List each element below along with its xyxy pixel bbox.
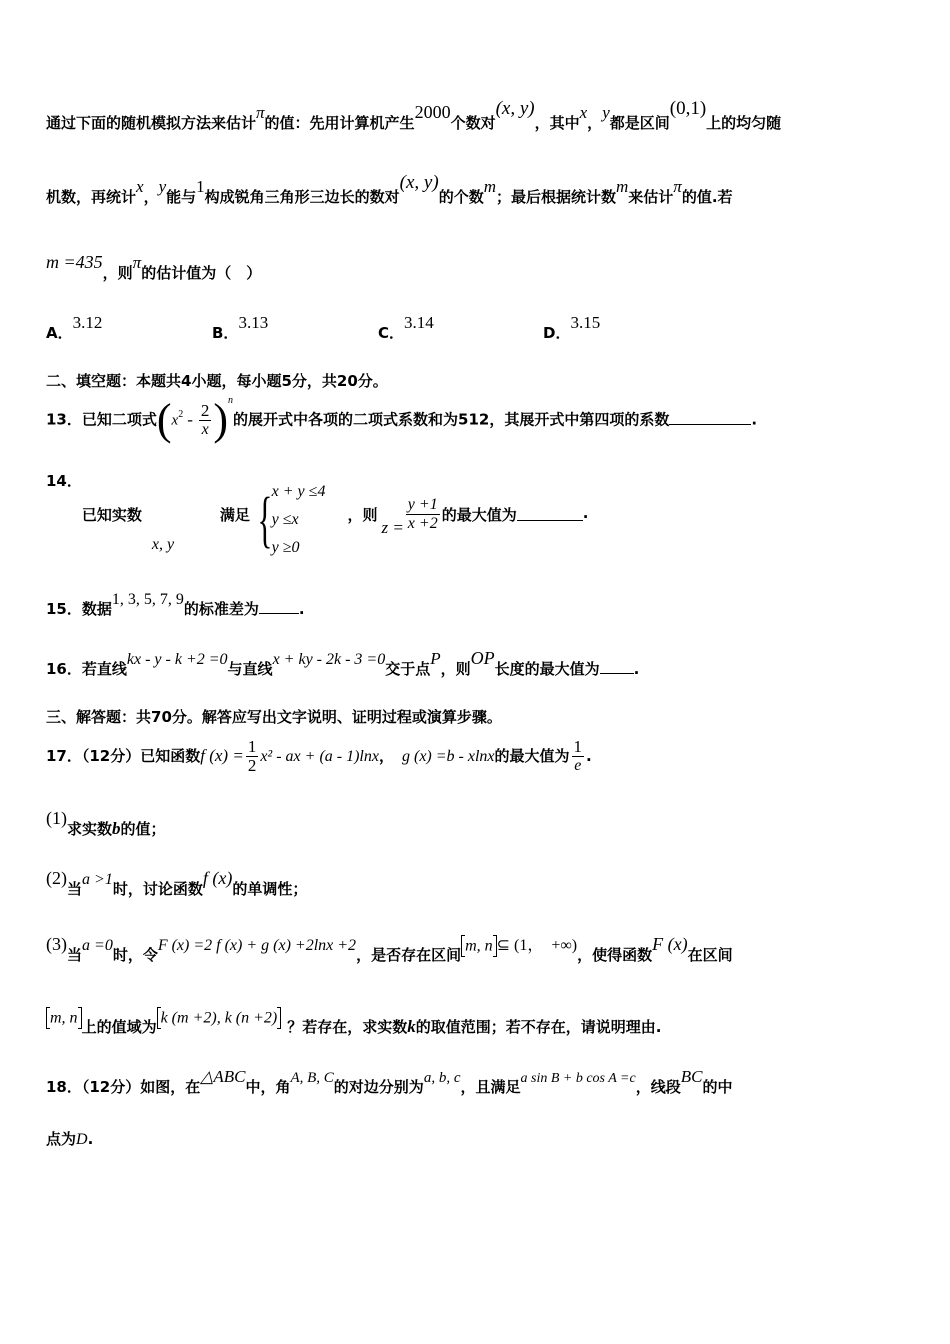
q12-text: 通过下面的随机模拟方法来估计 [46, 114, 257, 132]
q17-fx: f (x) [202, 868, 233, 888]
constraint-2: y ≤x [271, 511, 299, 528]
var-y: y [602, 103, 610, 122]
constraint-3: y ≥0 [271, 539, 300, 556]
answer-blank[interactable] [669, 410, 751, 425]
q17-text: 在区间 [687, 946, 733, 964]
q16-text: 若直线 [81, 660, 127, 678]
q15-text: 数据 [81, 600, 112, 618]
q12-line-2 [46, 172, 733, 208]
q17-text: 的单调性； [232, 880, 308, 898]
angles-abc: A, B, C [290, 1070, 334, 1086]
q17-text: ，使得函数 [577, 946, 653, 964]
q18 [46, 1067, 733, 1097]
pi-symbol: π [132, 253, 142, 272]
q12-text: ， [587, 114, 603, 132]
q17-interval-mn [461, 935, 497, 957]
q12-text: 的个数 [438, 188, 484, 206]
part-label: (3) [46, 934, 67, 954]
var-x: x [136, 177, 144, 196]
q13 [46, 394, 758, 444]
q12-text: 上的均匀随 [706, 114, 782, 132]
right-bracket [78, 1007, 82, 1029]
q17-text: 上的值域为 [81, 1018, 157, 1036]
q13-exponent: 2 [178, 408, 184, 420]
q12-pair: (x, y) [495, 98, 535, 119]
question-number: 18． [46, 1078, 82, 1096]
q12-text: 的值.若 [681, 188, 733, 206]
q17-text: 时，讨论函数 [112, 880, 203, 898]
q12-m-value: m =435 [46, 252, 103, 272]
q17-interval-mn [46, 1007, 82, 1029]
q16-text: 长度的最大值为 [494, 660, 600, 678]
q14 [46, 472, 589, 562]
q17-text: 当 [67, 880, 83, 898]
q17-one-over-e [572, 738, 585, 775]
answer-blank[interactable] [259, 599, 299, 614]
q18-text: . [87, 1130, 94, 1148]
pi-symbol: π [673, 177, 682, 196]
q13-x: x [171, 412, 179, 429]
q12-text: 能与 [166, 188, 197, 206]
segment-bc: BC [680, 1067, 703, 1086]
q12-interval: (0,1) [669, 98, 707, 119]
q13-text: 已知二项式 [81, 410, 157, 429]
fraction-numerator: 1 [573, 737, 583, 756]
left-brace: { [257, 486, 273, 554]
q17-condition: a =0 [82, 937, 113, 954]
part-label: (1) [46, 808, 67, 828]
pi-symbol: π [256, 103, 265, 122]
q17-text: ， [378, 747, 394, 765]
option-label: B． [212, 324, 239, 342]
option-a[interactable] [46, 313, 103, 343]
question-number: 17． [46, 747, 82, 765]
var-y: y [158, 177, 167, 196]
question-number: 14． [46, 472, 82, 490]
interval-mn: m, n [465, 937, 493, 954]
q14-text: 的最大值为 [441, 506, 517, 524]
point-p: P [430, 649, 441, 668]
q15-text: 的标准差为 [183, 600, 259, 618]
q17-range [157, 1007, 282, 1029]
q12-text: ；最后根据统计数 [495, 188, 616, 206]
q12-text: ， [143, 188, 159, 206]
var-m: m [616, 177, 629, 196]
range-expression: k (m +2), k (n +2) [160, 1009, 278, 1026]
option-d[interactable] [543, 313, 601, 343]
q17-part-2 [46, 868, 308, 899]
var-x: x [579, 103, 588, 122]
option-c[interactable] [378, 313, 434, 343]
q17-text: 求实数 [67, 820, 113, 838]
q14-vars: x, y [151, 536, 175, 553]
q14-text: 已知实数 [81, 506, 142, 524]
q17 [46, 738, 592, 775]
q17-Fx: F (x) [652, 934, 688, 954]
var-b: b [112, 819, 121, 838]
option-label: C． [378, 324, 405, 342]
q12-line-1 [46, 98, 782, 134]
option-value: 3.14 [404, 313, 434, 332]
option-value: 3.15 [570, 313, 601, 332]
q17-F-definition: F (x) =2 f (x) + g (x) +2lnx +2 [157, 937, 357, 954]
q17-condition: a >1 [82, 871, 113, 888]
segment-op: OP [470, 648, 495, 668]
point-d: D [76, 1131, 88, 1148]
q14-text: ，则 [347, 506, 378, 524]
option-b[interactable] [212, 313, 269, 343]
q13-fraction [199, 402, 212, 439]
q17-half [246, 738, 259, 775]
constraint-1: x + y ≤4 [271, 483, 326, 500]
part-label: (2) [46, 868, 67, 888]
q17-text: 当 [67, 946, 83, 964]
question-number: 15． [46, 600, 82, 618]
option-value: 3.12 [72, 313, 103, 332]
q12-count: 2000 [414, 102, 451, 122]
q17-text: ？若存在，求实数 [287, 1018, 408, 1036]
q17-f-lhs: f (x) = [200, 746, 244, 765]
q13-power-n: n [228, 394, 234, 406]
q17-text: . [586, 747, 592, 765]
left-paren: ( [156, 395, 172, 444]
q12-text: 机数，再统计 [46, 188, 137, 206]
q12-line-3 [46, 252, 262, 283]
q17-text: ，是否存在区间 [356, 946, 462, 964]
var-k: k [407, 1017, 416, 1036]
fraction-numerator: 2 [200, 400, 210, 420]
q17-text: 的最大值为 [494, 747, 570, 765]
option-value: 3.13 [238, 313, 269, 332]
q18-text: 的中 [702, 1078, 733, 1096]
number-one: 1 [196, 177, 205, 196]
q15-text: . [298, 600, 305, 618]
fraction-denominator: 2 [247, 756, 257, 775]
q17-text: 时，令 [112, 946, 158, 964]
q14-known-block [81, 478, 175, 558]
q18-text: 的对边分别为 [333, 1078, 424, 1096]
right-paren: ) [213, 395, 229, 444]
q18-condition: a sin B + b cos A =c [520, 1071, 636, 1086]
q18-cont [46, 1128, 93, 1149]
q18-text: （12分）如图，在 [81, 1078, 201, 1096]
q15-data: 1, 3, 5, 7, 9 [111, 591, 184, 608]
question-number: 13． [46, 410, 82, 429]
q17-part-3-cont [46, 1009, 662, 1039]
q15 [46, 591, 305, 619]
q12-question: 的估计值为（ ） [141, 264, 262, 282]
option-label: D． [543, 324, 571, 342]
interval-mn: m, n [50, 1009, 78, 1026]
fraction-numerator: 1 [247, 737, 257, 756]
q12-text: ，则 [102, 264, 133, 282]
q16-text: 与直线 [227, 660, 273, 678]
q12-text: 都是区间 [609, 114, 670, 132]
q12-text: 个数对 [450, 114, 496, 132]
q16-line-2: x + ky - 2k - 3 =0 [272, 651, 386, 668]
q16-text: 交于点 [385, 660, 431, 678]
var-m: m [483, 177, 496, 196]
q16-text: ，则 [440, 660, 471, 678]
q14-fraction [406, 496, 440, 533]
answer-blank[interactable] [517, 506, 583, 521]
q18-text: ，且满足 [460, 1078, 521, 1096]
section-title: 二、填空题：本题共4小题，每小题5分，共20分。 [46, 372, 388, 390]
fraction-denominator: x [201, 420, 209, 438]
q12-text: ，其中 [534, 114, 580, 132]
q17-text: 的取值范围；若不存在，请说明理由. [415, 1018, 662, 1036]
q12-text: 的值：先用计算机产生 [264, 114, 415, 132]
q14-z: z = [381, 518, 404, 537]
q13-minus: - [187, 409, 193, 429]
q13-text: 的展开式中各项的二项式系数和为512，其展开式中第四项的系数 [233, 410, 670, 429]
q12-pair: (x, y) [399, 172, 439, 193]
question-number: 16． [46, 660, 82, 678]
q12-text: 来估计 [628, 188, 674, 206]
q14-text: . [582, 504, 589, 522]
q18-text: 中，角 [245, 1078, 291, 1096]
q14-constraints [250, 478, 326, 562]
triangle-abc: △ABC [200, 1067, 246, 1086]
q17-part-3 [46, 934, 733, 967]
q16-text: . [633, 660, 640, 678]
q12-text: 构成锐角三角形三边长的数对 [204, 188, 400, 206]
q18-text: ，线段 [635, 1078, 681, 1096]
q17-text: 的值； [120, 820, 166, 838]
sides-abc: a, b, c [423, 1070, 461, 1086]
q13-text: . [751, 410, 758, 429]
q17-subset: ⊆ (1， +∞) [496, 937, 578, 954]
q17-f-rhs: x² - ax + (a - 1)lnx [260, 748, 379, 765]
q17-part-1 [46, 808, 166, 839]
fraction-numerator: y +1 [407, 496, 438, 513]
section-3-heading [46, 706, 502, 727]
q14-text: 满足 [219, 506, 250, 524]
section-2-heading [46, 370, 388, 391]
option-label: A． [46, 324, 73, 342]
q17-g: g (x) =b - xlnx [401, 748, 495, 765]
section-title: 三、解答题：共70分。解答应写出文字说明、证明过程或演算步骤。 [46, 708, 502, 726]
q16-line-1: kx - y - k +2 =0 [126, 651, 228, 668]
answer-blank[interactable] [600, 659, 634, 674]
q17-text: （12分）已知函数 [81, 747, 201, 765]
q16 [46, 648, 640, 679]
q18-text: 点为 [46, 1130, 77, 1148]
right-bracket [277, 1007, 281, 1029]
fraction-denominator: x +2 [407, 515, 438, 532]
fraction-denominator: e [574, 757, 582, 774]
